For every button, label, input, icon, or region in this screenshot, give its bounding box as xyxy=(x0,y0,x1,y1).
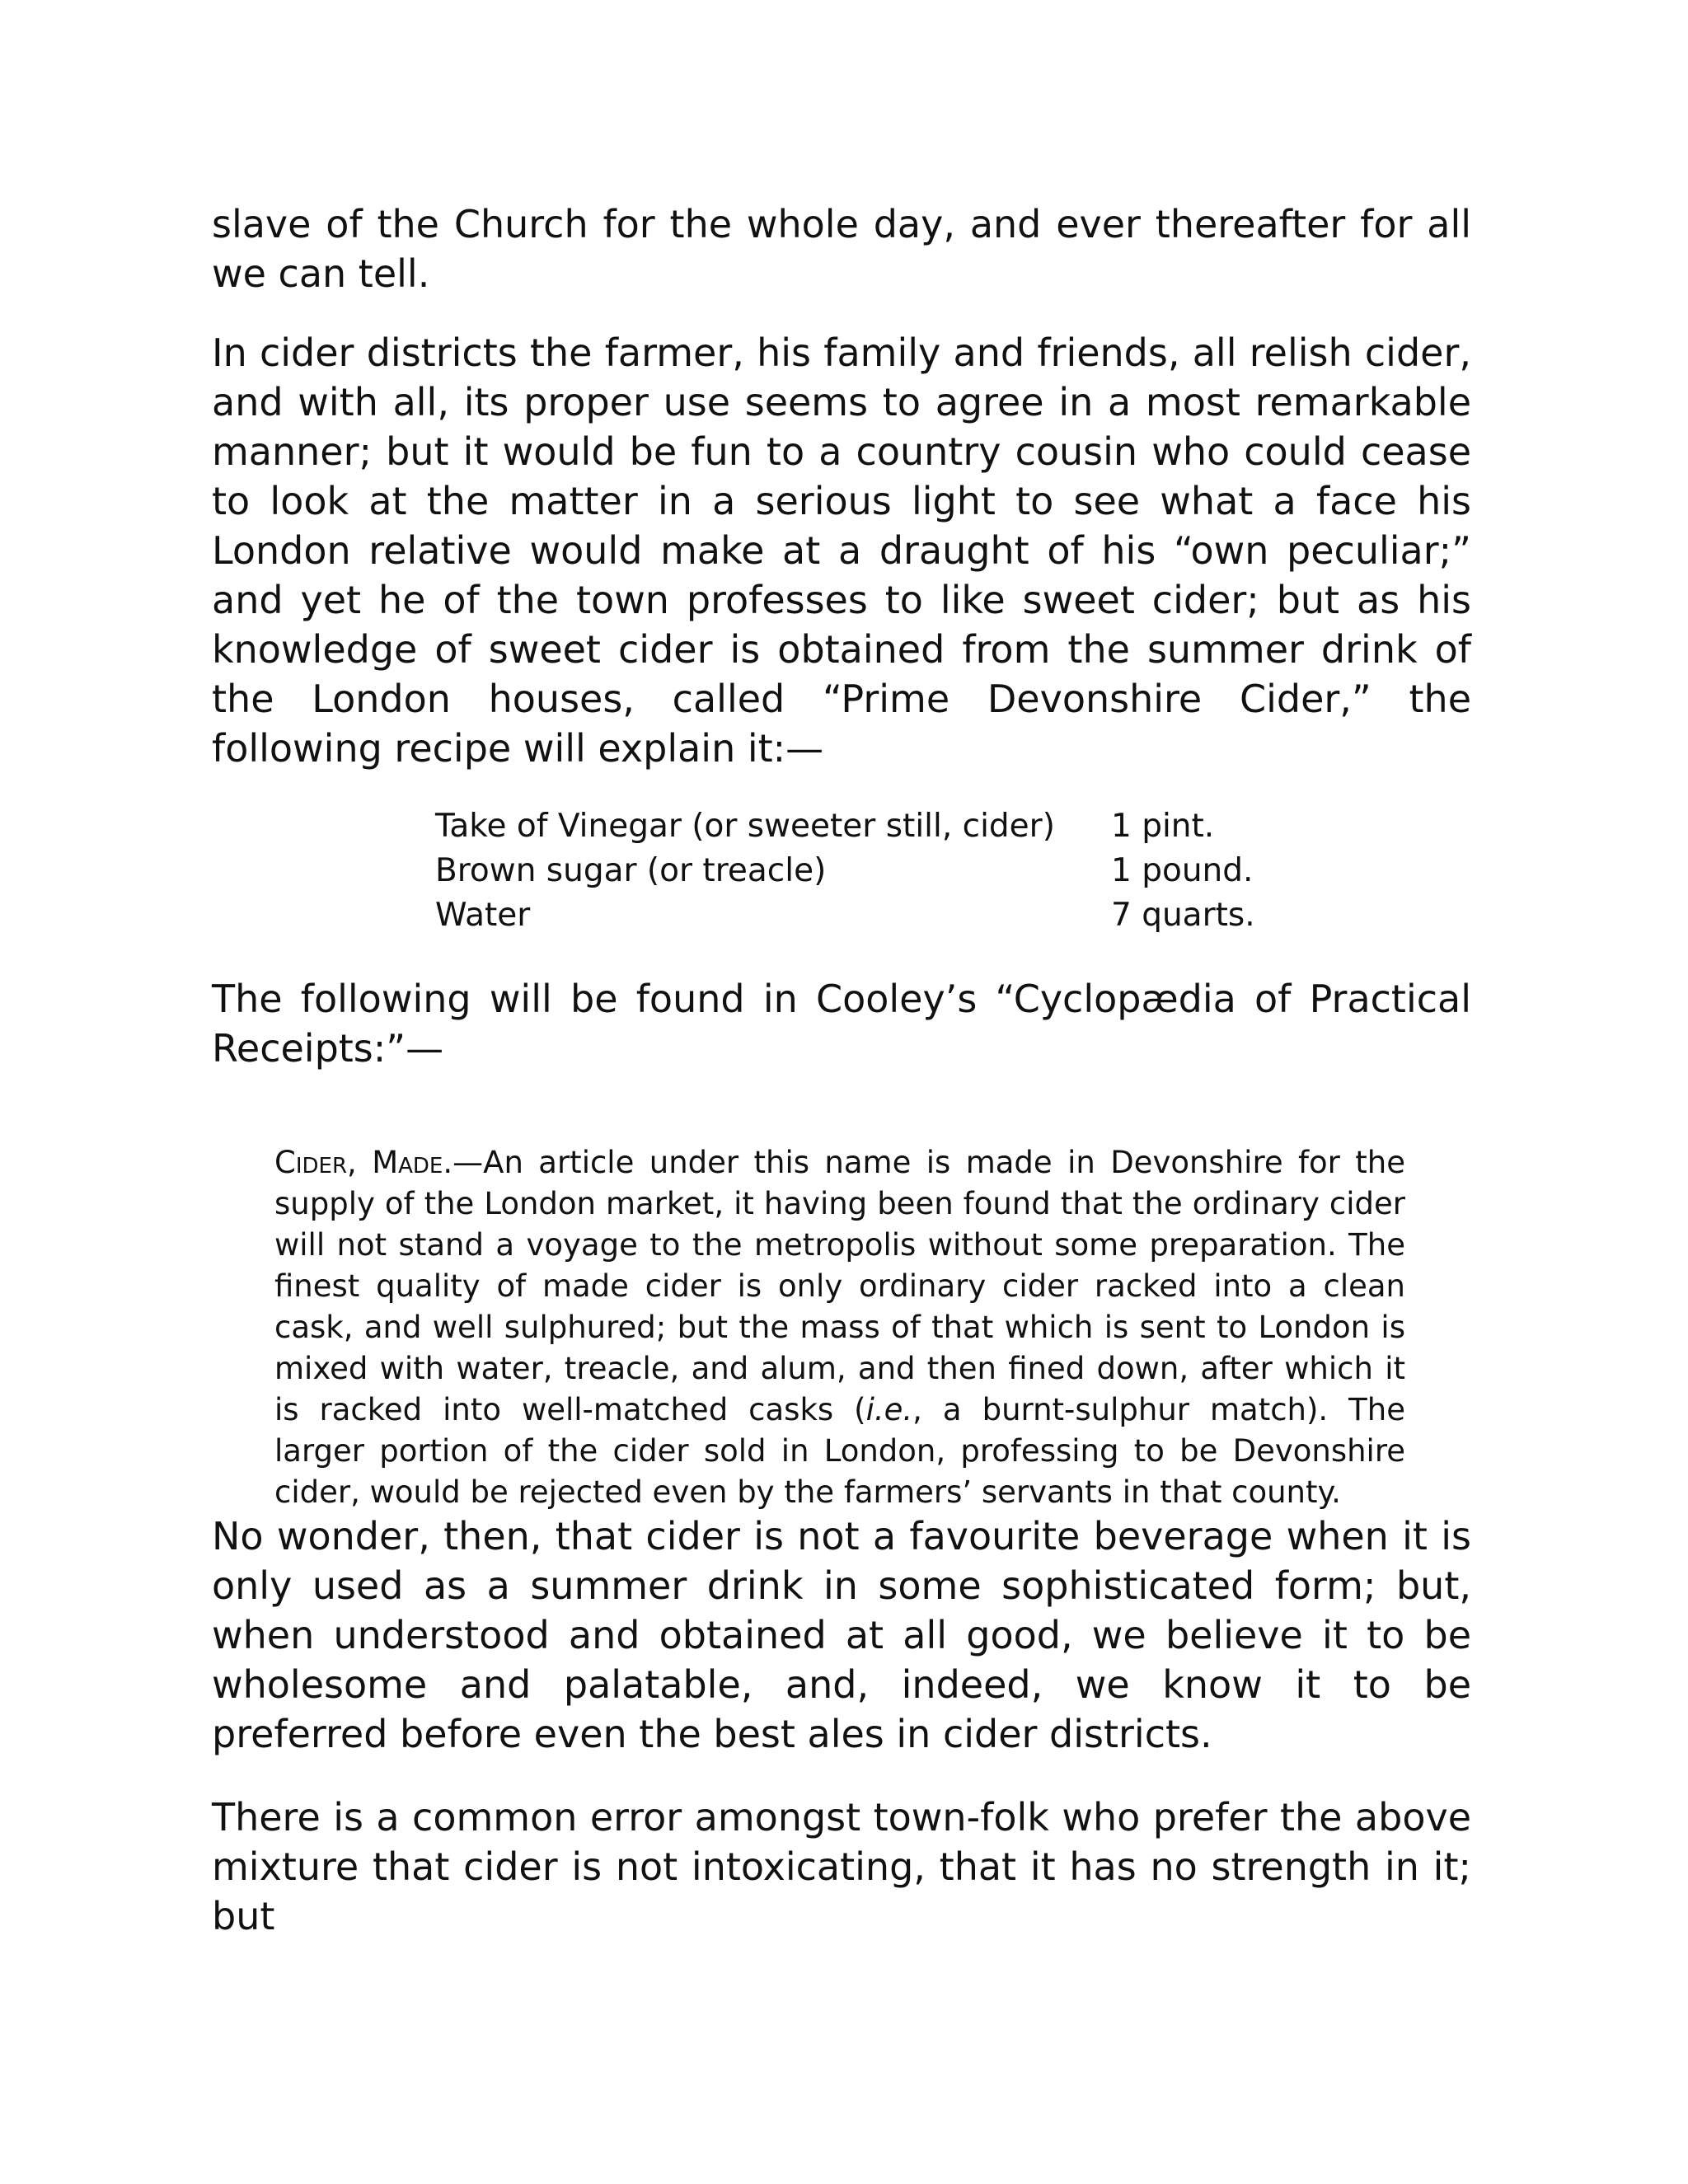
quote-italic-ie: i.e. xyxy=(865,1392,913,1427)
block-quote-cider-made xyxy=(274,1142,1405,1513)
recipe-quantity: 7 quarts. xyxy=(1111,897,1255,934)
quote-separator: , xyxy=(347,1145,373,1180)
recipe-quantity: 1 pound. xyxy=(1111,852,1254,889)
quote-text-part-b: , a burnt-sulphur match). The larger portion of the cider sold in London, professing to be Devonshire cider, would be rejected even by the farmers’ servants in that county. xyxy=(274,1392,1405,1510)
recipe-row xyxy=(435,849,1342,893)
paragraph-common-error: There is a common error amongst town-folk who prefer the above mixture that cider is not intoxicating, that it has no strength in it; but xyxy=(212,1795,1471,1938)
recipe-table xyxy=(435,804,1342,938)
quote-term-cider: Cider xyxy=(274,1145,348,1180)
quote-text-part-a: .—An article under this name is made in Devonshire for the supply of the London market, it having been found that the ordinary cider will not stand a voyage to the metropolis without some preparation. The finest quality of made cider is only ordinary cider racked into a clean cask, and well sulphured; but the mass of that which is sent to London is mixed with water, treacle, and alum, and then fined down, after which it is racked into well-matched casks ( xyxy=(274,1145,1405,1427)
paragraph-continuation: slave of the Church for the whole day, and ever thereafter for all we can tell. xyxy=(212,202,1471,296)
paragraph-cooley-reference: The following will be found in Cooley’s “Cyclopædia of Practical Receipts:”— xyxy=(212,977,1471,1071)
paragraph-no-wonder: No wonder, then, that cider is not a favourite beverage when it is only used as a summer drink in some sophisticated form; but, when understood and obtained at all good, we believe it to be wholesome and palatable, and, indeed, we know it to be preferred before even the best ales in cider districts. xyxy=(212,1514,1471,1756)
recipe-row xyxy=(435,893,1342,938)
quote-term-made: Made xyxy=(372,1145,443,1180)
recipe-quantity: 1 pint. xyxy=(1111,808,1215,845)
recipe-ingredient: Take of Vinegar (or sweeter still, cider) xyxy=(435,808,1055,845)
recipe-ingredient: Water xyxy=(435,897,531,934)
recipe-ingredient: Brown sugar (or treacle) xyxy=(435,852,827,889)
paragraph-cider-districts: In cider districts the farmer, his family and friends, all relish cider, and with all, its proper use seems to agree in a most remarkable manner; but it would be fun to a country cousin who could cease to look at the matter in a serious light to see what a face his London relative would make at a draught of his “own peculiar;” and yet he of the town professes to like sweet cider; but as his knowledge of sweet cider is obtained from the summer drink of the London houses, called “Prime Devonshire Cider,” the following recipe will explain it:— xyxy=(212,330,1471,771)
recipe-row xyxy=(435,804,1342,849)
